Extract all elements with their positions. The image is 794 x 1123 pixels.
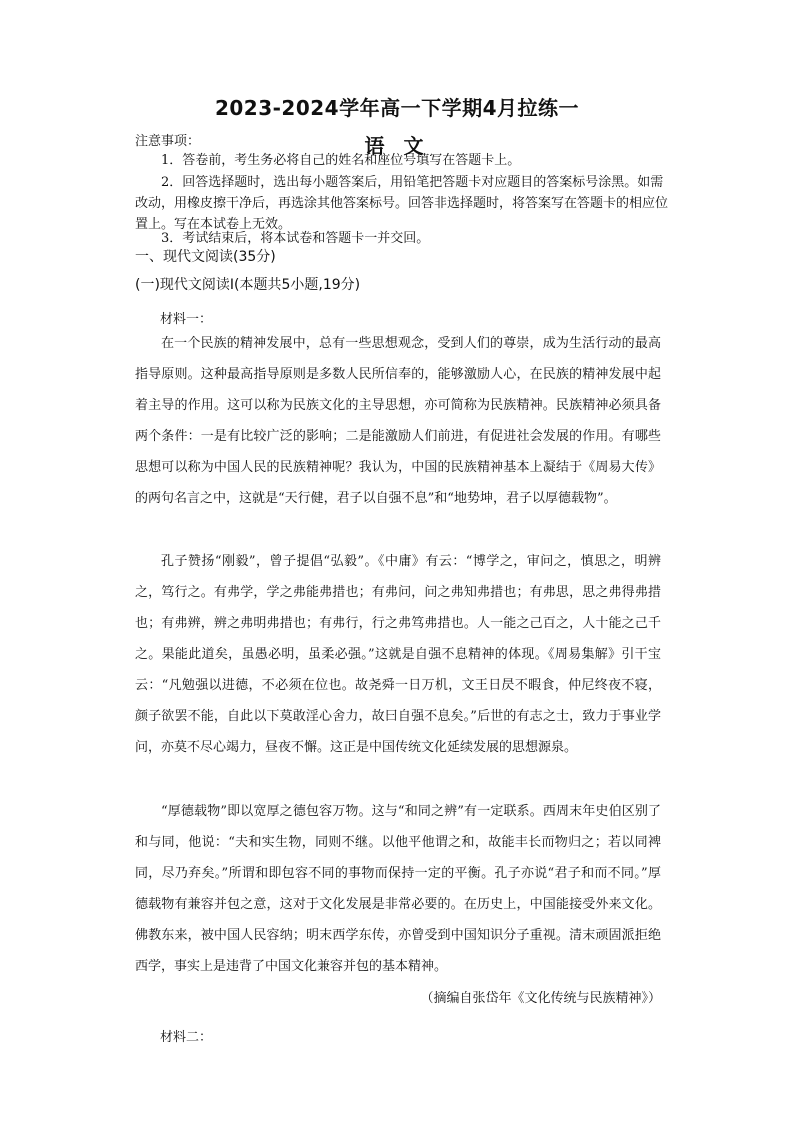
material-1-label: 材料一： bbox=[160, 312, 213, 327]
exam-title: 2023-2024学年高一下学期4月拉练一 bbox=[214, 96, 580, 120]
subject-title: 语 文 bbox=[364, 134, 430, 158]
section-heading: 一、现代文阅读(35分) bbox=[135, 249, 276, 265]
notice-item-2: 2．回答选择题时，选出每小题答案后，用铅笔把答题卡对应题目的答案标号涂黑。如需改动，用橡皮擦干净后，再选涂其他答案标号。回答非选择题时，将答案写在答题卡的相应位置上。写在本试卷上无效。 bbox=[135, 175, 669, 232]
subsection-heading: (一)现代文阅读Ⅰ(本题共5小题,19分) bbox=[135, 277, 361, 293]
notice-item-3: 3．考试结束后，将本试卷和答题卡一并交回。 bbox=[161, 231, 430, 246]
material-2-label: 材料二： bbox=[160, 1030, 213, 1045]
source-citation: （摘编自张岱年《文化传统与民族精神》） bbox=[420, 991, 661, 1006]
material-1-paragraph-2: 孔子赞扬“刚毅”，曾子提倡“弘毅”。《中庸》有云：“博学之，审问之，慎思之，明辨之，笃行之。有弗学，学之弗能弗措也；有弗问，问之弗知弗措也；有弗思，思之弗得弗措也；有弗辨，辨之弗明弗措也；有弗行，行之弗笃弗措也。人一能之己百之，人十能之己千之。果能此道矣，虽愚必明，虽柔必强。”这就是自强不息精神的体现。《周易集解》引干宝云：“凡勉强以进德，不必须在位也。故尧舜一日万机，文王日昃不暇食，仲尼终夜不寝，颜子欲罢不能，自此以下莫敢淫心舍力，故曰自强不息矣。”后世的有志之士，致力于事业学问，亦莫不尽心竭力，昼夜不懈。这正是中国传统文化延续发展的思想源泉。 bbox=[135, 554, 661, 755]
notice-heading: 注意事项： bbox=[135, 134, 201, 149]
material-1-paragraph-1: 在一个民族的精神发展中，总有一些思想观念，受到人们的尊崇，成为生活行动的最高指导原则。这种最高指导原则是多数人民所信奉的，能够激励人心，在民族的精神发展中起着主导的作用。这可以称为民族文化的主导思想，亦可简称为民族精神。民族精神必须具备两个条件：一是有比较广泛的影响；二是能激励人们前进，有促进社会发展的作用。有哪些思想可以称为中国人民的民族精神呢？我认为，中国的民族精神基本上凝结于《周易大传》的两句名言之中，这就是“天行健，君子以自强不息”和“地势坤，君子以厚德载物”。 bbox=[135, 336, 661, 506]
notice-item-1: 1．答卷前，考生务必将自己的姓名和座位号填写在答题卡上。 bbox=[161, 153, 521, 168]
material-1-paragraph-3: “厚德载物”即以宽厚之德包容万物。这与“和同之辨”有一定联系。西周末年史伯区别了和与同，他说：“夫和实生物，同则不继。以他平他谓之和，故能丰长而物归之；若以同裨同，尽乃弃矣。”所谓和即包容不同的事物而保持一定的平衡。孔子亦说“君子和而不同。”厚德载物有兼容并包之意，这对于文化发展是非常必要的。在历史上，中国能接受外来文化。佛教东来，被中国人民容纳；明末西学东传，亦曾受到中国知识分子重视。清末顽固派拒绝西学，事实上是违背了中国文化兼容并包的基本精神。 bbox=[135, 804, 661, 974]
